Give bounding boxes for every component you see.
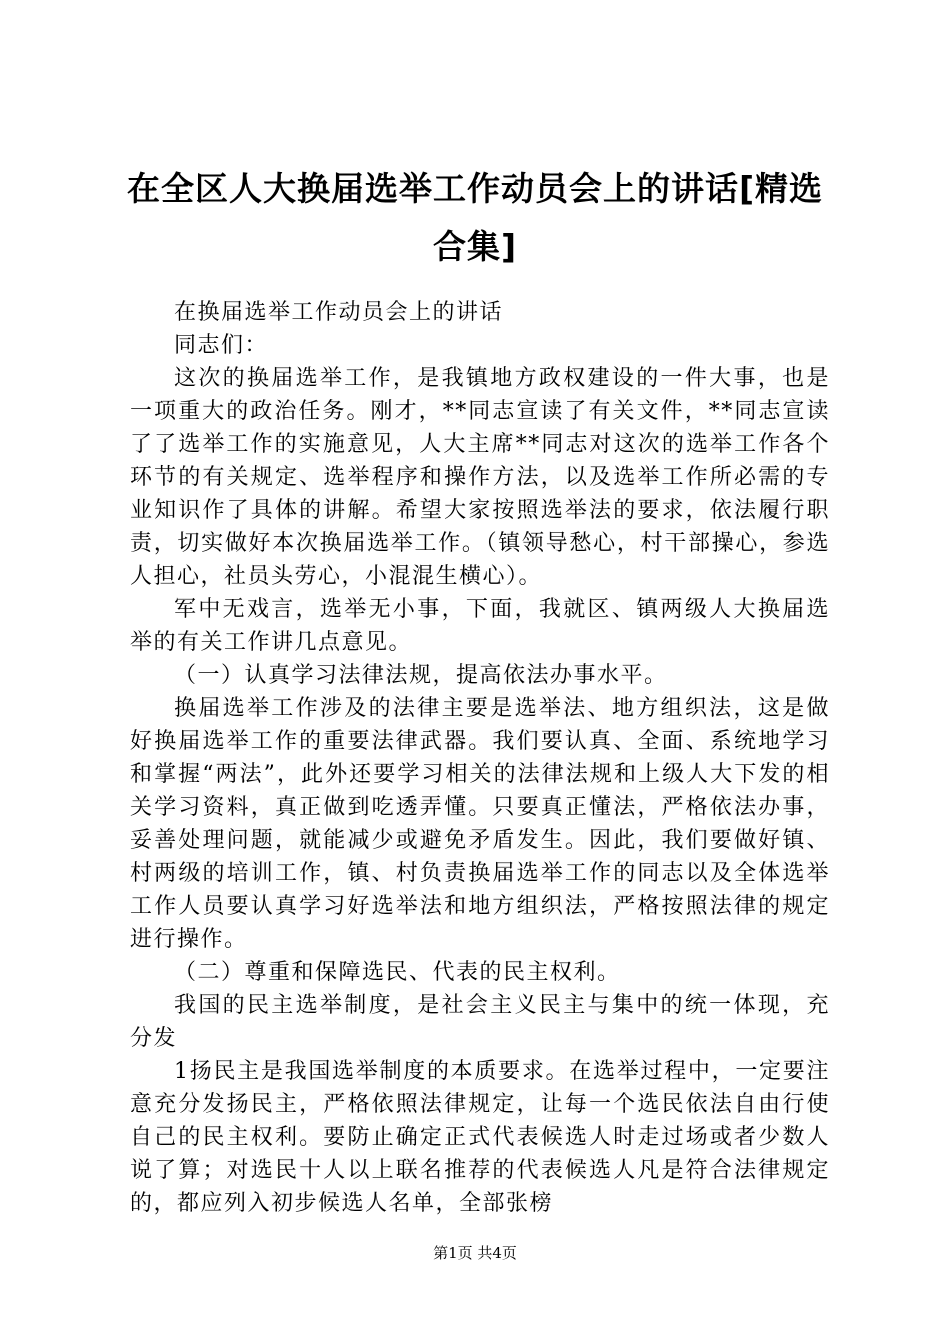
paragraph-opening: 这次的换届选举工作，是我镇地方政权建设的一件大事，也是一项重大的政治任务。刚才，**同志宣读了有关文件，**同志宣读了了选举工作的实施意见，人大主席**同志对这次的选举工作各个环节的有关规定、选举程序和操作方法，以及选举工作所必需的专业知识作了具体的讲解。希望大家按照选举法的要求，依法履行职责，切实做好本次换届选举工作。（镇领导愁心，村干部操心，参选人担心，社员头劳心，小混混生横心）。 xyxy=(130,366,830,589)
document-body xyxy=(130,296,830,1220)
paragraph-section-2b: 1扬民主是我国选举制度的本质要求。在选举过程中，一定要注意充分发扬民主，严格依照法律规定，让每一个选民依法自由行使自己的民主权利。要防止确定正式代表候选人时走过场或者少数人说了算；对选民十人以上联名推荐的代表候选人凡是符合法律规定的，都应列入初步候选人名单，全部张榜 xyxy=(130,1059,830,1216)
section-heading-2: （二）尊重和保障选民、代表的民主权利。 xyxy=(174,960,621,985)
paragraph-section-2a: 我国的民主选举制度，是社会主义民主与集中的统一体现，充分发 xyxy=(130,993,830,1051)
paragraph-section-1: 换届选举工作涉及的法律主要是选举法、地方组织法，这是做好换届选举工作的重要法律武器。我们要认真、全面、系统地学习和掌握“两法”，此外还要学习相关的法律法规和上级人大下发的相关学习资料，真正做到吃透弄懂。只要真正懂法，严格依法办事，妥善处理问题，就能减少或避免矛盾发生。因此，我们要做好镇、村两级的培训工作，镇、村负责换届选举工作的同志以及全体选举工作人员要认真学习好选举法和地方组织法，严格按照法律的规定进行操作。 xyxy=(130,696,830,952)
paragraph-salutation: 同志们： xyxy=(174,333,269,358)
document-title: 在全区人大换届选举工作动员会上的讲话[精选合集] xyxy=(126,169,824,266)
paragraph-intro: 军中无戏言，选举无小事，下面，我就区、镇两级人大换届选举的有关工作讲几点意见。 xyxy=(130,597,830,655)
section-heading-1: （一）认真学习法律法规，提高依法办事水平。 xyxy=(174,663,668,688)
page-number: 第1页 共4页 xyxy=(433,1244,517,1262)
paragraph-subtitle: 在换届选举工作动员会上的讲话 xyxy=(174,300,504,325)
